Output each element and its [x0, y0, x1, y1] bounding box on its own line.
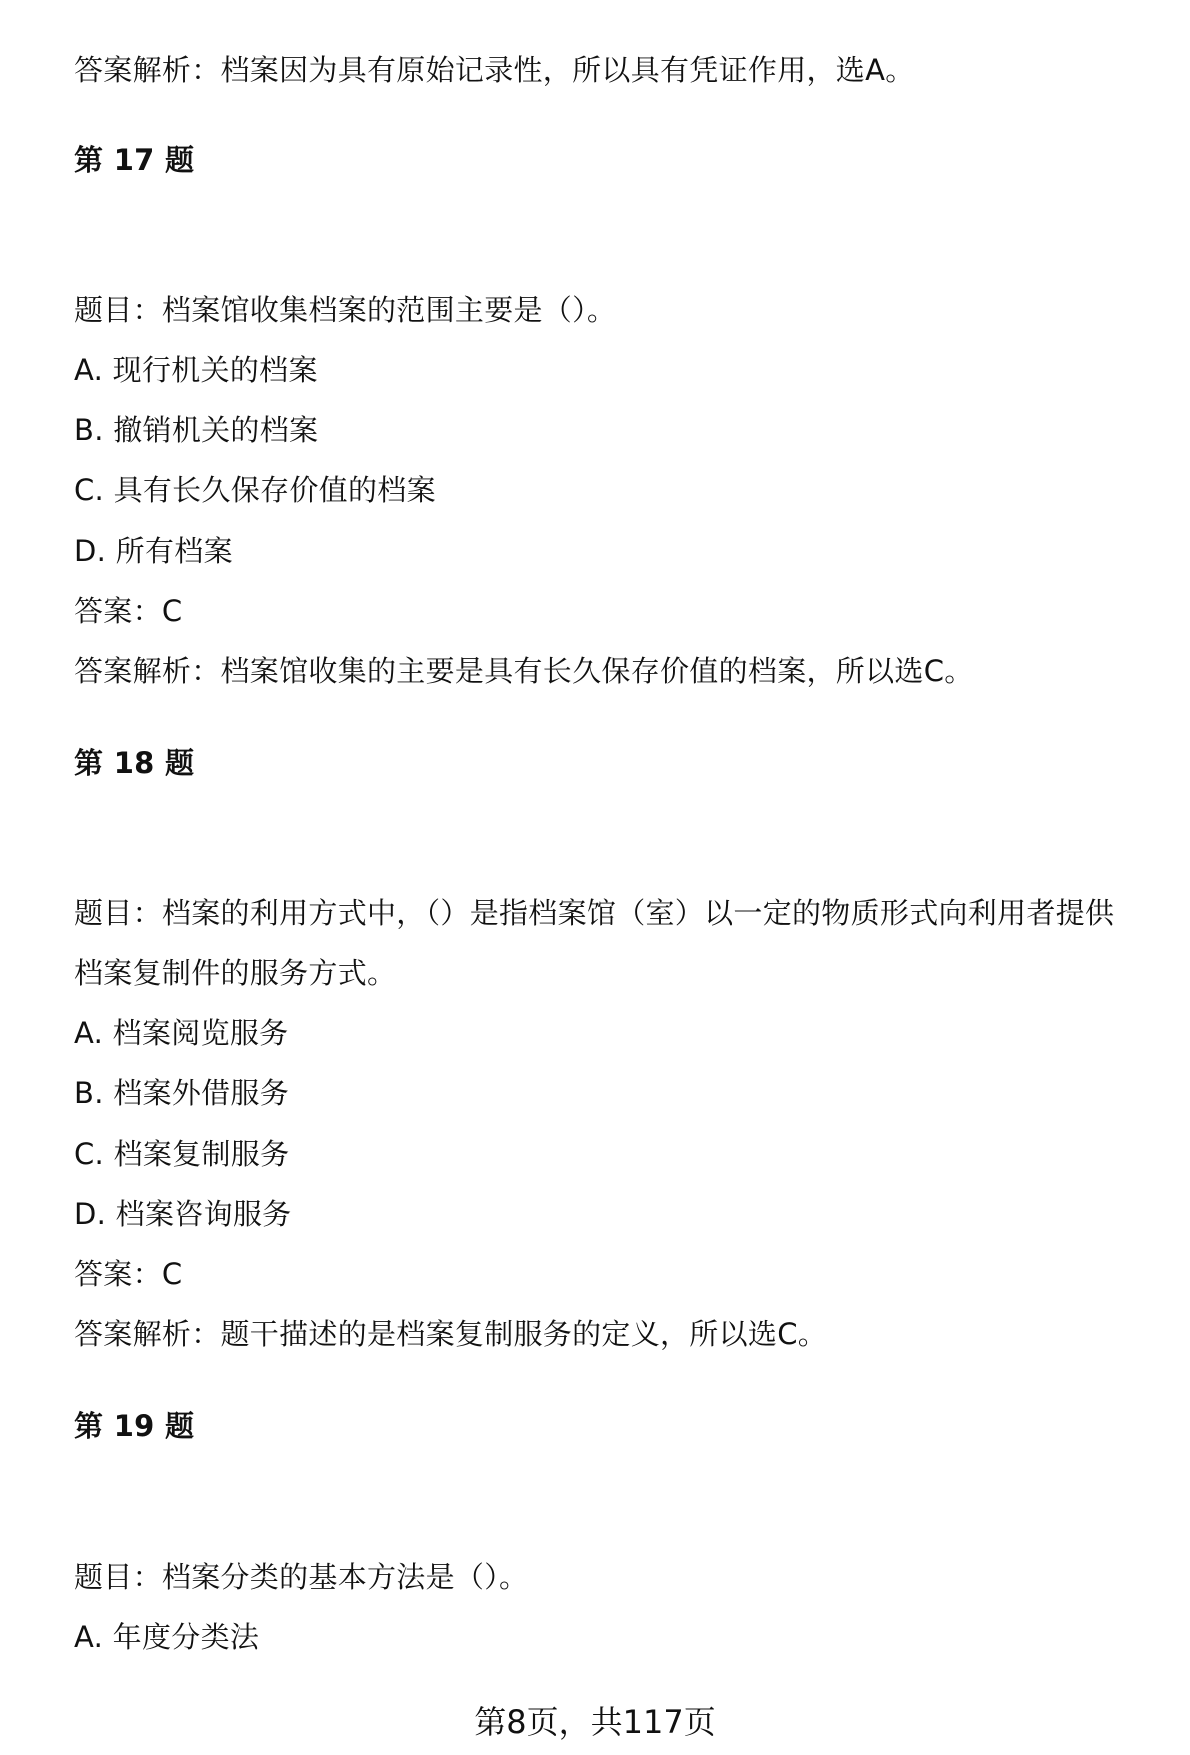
question-18-option-b: B. 档案外借服务 [74, 1076, 290, 1110]
question-18-option-a: A. 档案阅览服务 [74, 1016, 289, 1050]
question-17-analysis: 答案解析：档案馆收集的主要是具有长久保存价值的档案，所以选C。 [74, 654, 974, 688]
question-18-option-d: D. 档案咨询服务 [74, 1197, 292, 1231]
question-18-option-c: C. 档案复制服务 [74, 1137, 290, 1171]
question-17-option-d: D. 所有档案 [74, 534, 233, 568]
question-17-option-b: B. 撤销机关的档案 [74, 413, 319, 447]
question-18-stem-line-1: 题目：档案的利用方式中，（）是指档案馆（室）以一定的物质形式向利用者提供 [74, 896, 1115, 930]
page-number-footer: 第8页，共117页 [474, 1703, 716, 1741]
question-19-heading: 第 19 题 [74, 1409, 195, 1443]
question-17-option-c: C. 具有长久保存价值的档案 [74, 473, 436, 507]
question-18-answer: 答案：C [74, 1257, 183, 1291]
question-17-heading: 第 17 题 [74, 143, 195, 177]
question-19-stem: 题目：档案分类的基本方法是（）。 [74, 1560, 529, 1594]
question-17-stem: 题目：档案馆收集档案的范围主要是（）。 [74, 293, 617, 327]
question-18-heading: 第 18 题 [74, 746, 195, 780]
prev-question-analysis: 答案解析：档案因为具有原始记录性，所以具有凭证作用，选A。 [74, 53, 915, 87]
question-17-answer: 答案：C [74, 594, 183, 628]
question-18-stem-line-2: 档案复制件的服务方式。 [74, 956, 397, 990]
question-17-option-a: A. 现行机关的档案 [74, 353, 318, 387]
question-18-analysis: 答案解析：题干描述的是档案复制服务的定义，所以选C。 [74, 1317, 828, 1351]
question-19-option-a: A. 年度分类法 [74, 1620, 260, 1654]
